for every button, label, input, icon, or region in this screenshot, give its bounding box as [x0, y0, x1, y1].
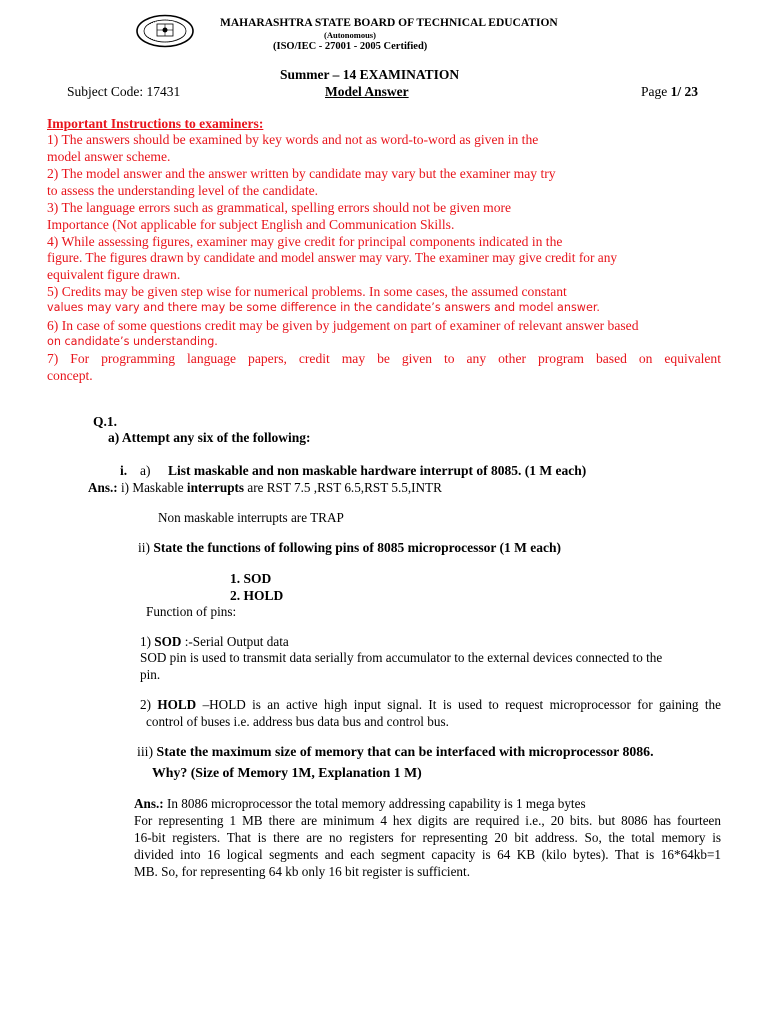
msbte-seal-icon: [135, 14, 195, 48]
pin-item: 1. SOD: [230, 571, 272, 586]
instruction-line: equivalent figure drawn.: [47, 267, 181, 282]
instruction-line: figure. The figures drawn by candidate and model answer may vary. The examiner may give credit for any: [47, 250, 618, 265]
instruction-line: 4) While assessing figures, examiner may give credit for principal components indicated in the: [47, 234, 563, 249]
sub-question-number: i.: [120, 463, 128, 478]
model-answer-label: Model Answer: [325, 84, 409, 99]
sub-question-iii: iii) State the maximum size of memory that can be interfaced with microprocessor 8086.: [137, 744, 654, 759]
subject-code: Subject Code: 17431: [67, 84, 181, 99]
instruction-line: 6) In case of some questions credit may be given by judgement on part of examiner of relevant answer based: [47, 318, 639, 333]
instruction-line: Importance (Not applicable for subject English and Communication Skills.: [47, 217, 455, 232]
certification-label: (ISO/IEC - 27001 - 2005 Certified): [273, 41, 428, 52]
sod-description: SOD pin is used to transmit data serially from accumulator to the external devices connected to the: [140, 650, 663, 665]
sub-question-i: List maskable and non maskable hardware interrupt of 8085. (1 M each): [168, 463, 587, 478]
instruction-line: to assess the understanding level of the candidate.: [47, 183, 319, 198]
answer-iii-line: For representing 1 MB there are minimum 4 hex digits are required i.e., 20 bits. but 8086 has fourteen: [134, 813, 721, 828]
page-indicator: Page 1/ 23: [641, 84, 699, 99]
hold-description: 2) HOLD –HOLD is an active high input signal. It is used to request microprocessor for gaining the: [140, 697, 721, 712]
instruction-line: concept.: [47, 368, 93, 383]
question-part-a: a) Attempt any six of the following:: [108, 430, 311, 445]
sub-question-ii: ii) State the functions of following pins of 8085 microprocessor (1 M each): [138, 540, 561, 555]
sod-description-cont: pin.: [140, 667, 161, 682]
instruction-line: 7) For programming language papers, credit may be given to any other program based on equivalent: [47, 351, 721, 366]
instruction-line: 2) The model answer and the answer written by candidate may vary but the examiner may try: [47, 166, 556, 181]
question-number: Q.1.: [93, 414, 118, 429]
answer-i: Ans.: i) Maskable interrupts are RST 7.5 ,RST 6.5,RST 5.5,INTR: [88, 480, 442, 495]
instruction-line: 5) Credits may be given step wise for numerical problems. In some cases, the assumed constant: [47, 284, 567, 299]
answer-iii: Ans.: In 8086 microprocessor the total memory addressing capability is 1 mega bytes: [134, 796, 586, 811]
instructions-heading: Important Instructions to examiners:: [47, 116, 264, 131]
instruction-line: 3) The language errors such as grammatical, spelling errors should not be given more: [47, 200, 512, 215]
board-name: MAHARASHTRA STATE BOARD OF TECHNICAL EDUCATION: [220, 17, 558, 29]
answer-iii-line: 16-bit registers. That is there are no registers for representing 20 bit address. So, the total memory is: [134, 830, 721, 845]
exam-title: Summer – 14 EXAMINATION: [280, 67, 460, 82]
non-maskable-answer: Non maskable interrupts are TRAP: [158, 510, 344, 525]
sub-question-iii-cont: Why? (Size of Memory 1M, Explanation 1 M): [152, 765, 422, 780]
function-of-pins-label: Function of pins:: [146, 604, 237, 619]
answer-iii-last-line: MB. So, for representing 64 kb only 16 bit register is sufficient.: [134, 864, 470, 879]
instruction-line: model answer scheme.: [47, 149, 171, 164]
autonomous-label: (Autonomous): [324, 30, 376, 40]
answer-iii-line: divided into 16 logical segments and each segment capacity is 64 KB (kilo bytes). That is 16*64kb=1: [134, 847, 721, 862]
sub-question-letter: a): [140, 463, 151, 478]
instruction-line: 1) The answers should be examined by key words and not as word-to-word as given in the: [47, 132, 539, 147]
instruction-line: values may vary and there may be some difference in the candidate’s answers and model answer.: [47, 301, 600, 314]
page-number: 1/ 23: [670, 84, 699, 99]
hold-description-cont: control of buses i.e. address bus data bus and control bus.: [146, 714, 449, 729]
pin-item: 2. HOLD: [230, 588, 284, 603]
instruction-line: on candidate’s understanding.: [47, 335, 218, 348]
sod-heading: 1) SOD :-Serial Output data: [140, 634, 289, 649]
